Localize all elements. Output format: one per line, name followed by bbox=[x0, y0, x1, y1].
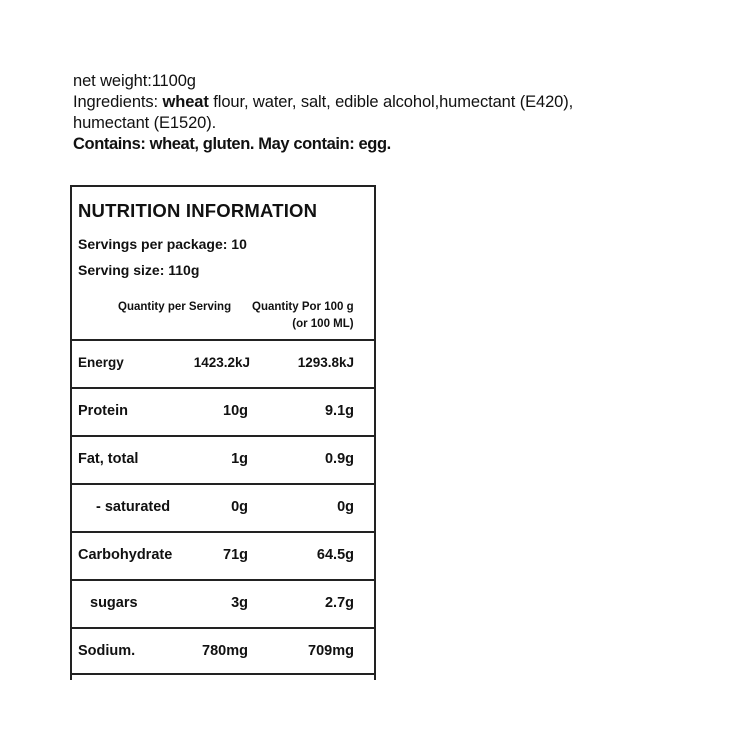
nutrient-name: Carbohydrate bbox=[78, 547, 173, 563]
nutrient-row-fat-total bbox=[72, 435, 374, 483]
nutrient-per-100: 709mg bbox=[308, 643, 354, 659]
nutrient-row-energy bbox=[72, 339, 374, 387]
serving-size: Serving size: 110g bbox=[78, 262, 200, 278]
nutrient-name: Sodium. bbox=[78, 643, 136, 659]
nutrient-per-100: 9.1g bbox=[324, 403, 354, 419]
nutrient-per-serving: 780mg bbox=[202, 643, 248, 659]
nutrient-name: Fat, total bbox=[78, 451, 139, 467]
nutrient-name: Protein bbox=[78, 403, 128, 419]
nutrient-per-serving: 0g bbox=[231, 499, 248, 515]
column-header-per-100-line2: (or 100 ML) bbox=[292, 318, 354, 330]
nutrient-per-100: 0g bbox=[337, 499, 354, 515]
nutrient-per-100: 0.9g bbox=[324, 451, 354, 467]
nutrient-per-serving: 1g bbox=[231, 451, 248, 467]
nutrition-panel bbox=[70, 185, 376, 680]
nutrient-per-100: 2.7g bbox=[324, 595, 354, 611]
nutrient-per-serving: 1423.2kJ bbox=[193, 355, 250, 370]
ingredients-line-1 bbox=[73, 92, 733, 113]
nutrient-per-serving: 71g bbox=[223, 547, 248, 563]
nutrient-per-serving: 3g bbox=[231, 595, 248, 611]
nutrient-name: Energy bbox=[78, 355, 124, 370]
column-header-per-serving: Quantity per Serving bbox=[118, 301, 232, 313]
nutrient-row-saturated bbox=[72, 483, 374, 531]
net-weight: net weight:1100g bbox=[73, 72, 196, 90]
column-header-per-100-line1: Quantity Por 100 g bbox=[252, 301, 354, 313]
ingredients-allergen-wheat: wheat bbox=[162, 93, 209, 111]
allergen-statement: Contains: wheat, gluten. May contain: egg. bbox=[73, 135, 391, 153]
nutrition-title: NUTRITION INFORMATION bbox=[78, 200, 318, 221]
ingredients-text: flour, water, salt, edible alcohol,humectant (E420), bbox=[208, 93, 574, 111]
nutrient-per-100: 1293.8kJ bbox=[297, 355, 354, 370]
nutrient-row-carbohydrate bbox=[72, 531, 374, 579]
ingredients-label: Ingredients: bbox=[73, 93, 163, 111]
nutrient-per-100: 64.5g bbox=[316, 547, 354, 563]
nutrient-row-sodium bbox=[72, 627, 374, 675]
servings-per-package: Servings per package: 10 bbox=[78, 236, 247, 252]
nutrient-row-sugars bbox=[72, 579, 374, 627]
product-header bbox=[73, 71, 733, 155]
nutrient-row-protein bbox=[72, 387, 374, 435]
nutrient-name: sugars bbox=[90, 595, 138, 611]
ingredients-line-2: humectant (E1520). bbox=[73, 114, 217, 132]
nutrient-per-serving: 10g bbox=[223, 403, 248, 419]
nutrient-name: - saturated bbox=[96, 499, 171, 515]
column-header-per-100 bbox=[252, 299, 354, 333]
